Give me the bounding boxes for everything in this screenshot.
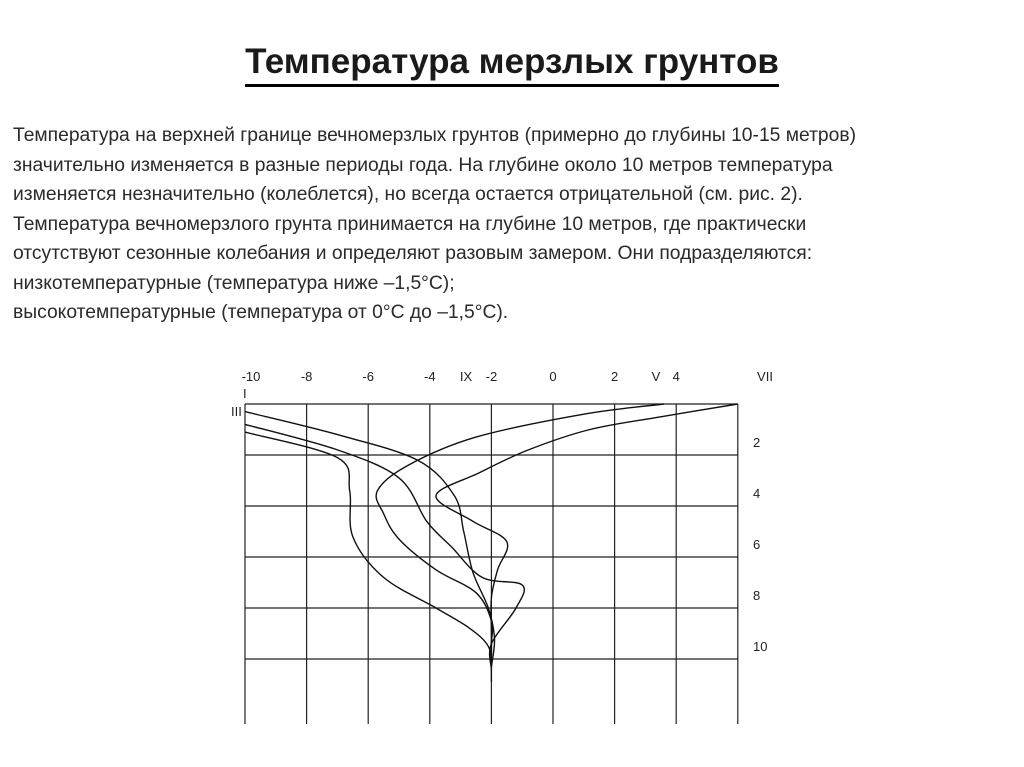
paragraph-line-6: низкотемпературные (температура ниже –1,5°C); (13, 272, 455, 294)
paragraph-line-1: Температура на верхней границе вечномерзлых грунтов (примерно до глубины 10-15 метров) (13, 125, 857, 146)
y-tick-label: 6 (753, 537, 761, 552)
x-tick-label: -6 (362, 369, 374, 384)
x-tick-label: -8 (300, 369, 313, 384)
paragraph-line-4: Температура вечномерзлого грунта принимается на глубине 10 метров, где практически (13, 213, 807, 235)
x-tick-label: 0 (549, 369, 557, 384)
curve-label-ix: IX (459, 369, 473, 384)
y-tick-label: 8 (753, 588, 761, 603)
series-line-v (376, 404, 664, 667)
series-line-vii (436, 404, 738, 667)
x-tick-label: -4 (424, 369, 436, 384)
y-tick-label: 4 (753, 486, 761, 501)
curve-label-vii: VII (757, 369, 773, 384)
page-title-text: Температура мерзлых грунтов (245, 40, 779, 87)
curve-label-i: I (243, 386, 247, 401)
curve-label-v: V (651, 369, 661, 384)
curve-label-iii: III (231, 404, 242, 419)
paragraph-line-2: значительно изменяется в разные периоды года. На глубине около 10 метров температура (13, 154, 833, 176)
paragraph-line-7: высокотемпературные (температура от 0°C до –1,5°C). (13, 302, 509, 323)
paragraph-line-5: отсутствуют сезонные колебания и определяют разовым замером. Они подразделяются: (13, 243, 813, 264)
y-tick-label: 2 (753, 435, 761, 450)
x-tick-label: -10 (241, 369, 261, 384)
paragraph-line-3: изменяется незначительно (колеблется), но всегда остается отрицательной (см. рис. 2). (13, 184, 803, 205)
y-tick-label: 10 (753, 639, 768, 654)
x-tick-label: 2 (610, 369, 619, 384)
series-line-i (245, 412, 495, 667)
x-tick-label: 4 (672, 369, 680, 384)
series-line-iii (245, 424, 524, 669)
x-tick-label: -2 (485, 369, 498, 384)
